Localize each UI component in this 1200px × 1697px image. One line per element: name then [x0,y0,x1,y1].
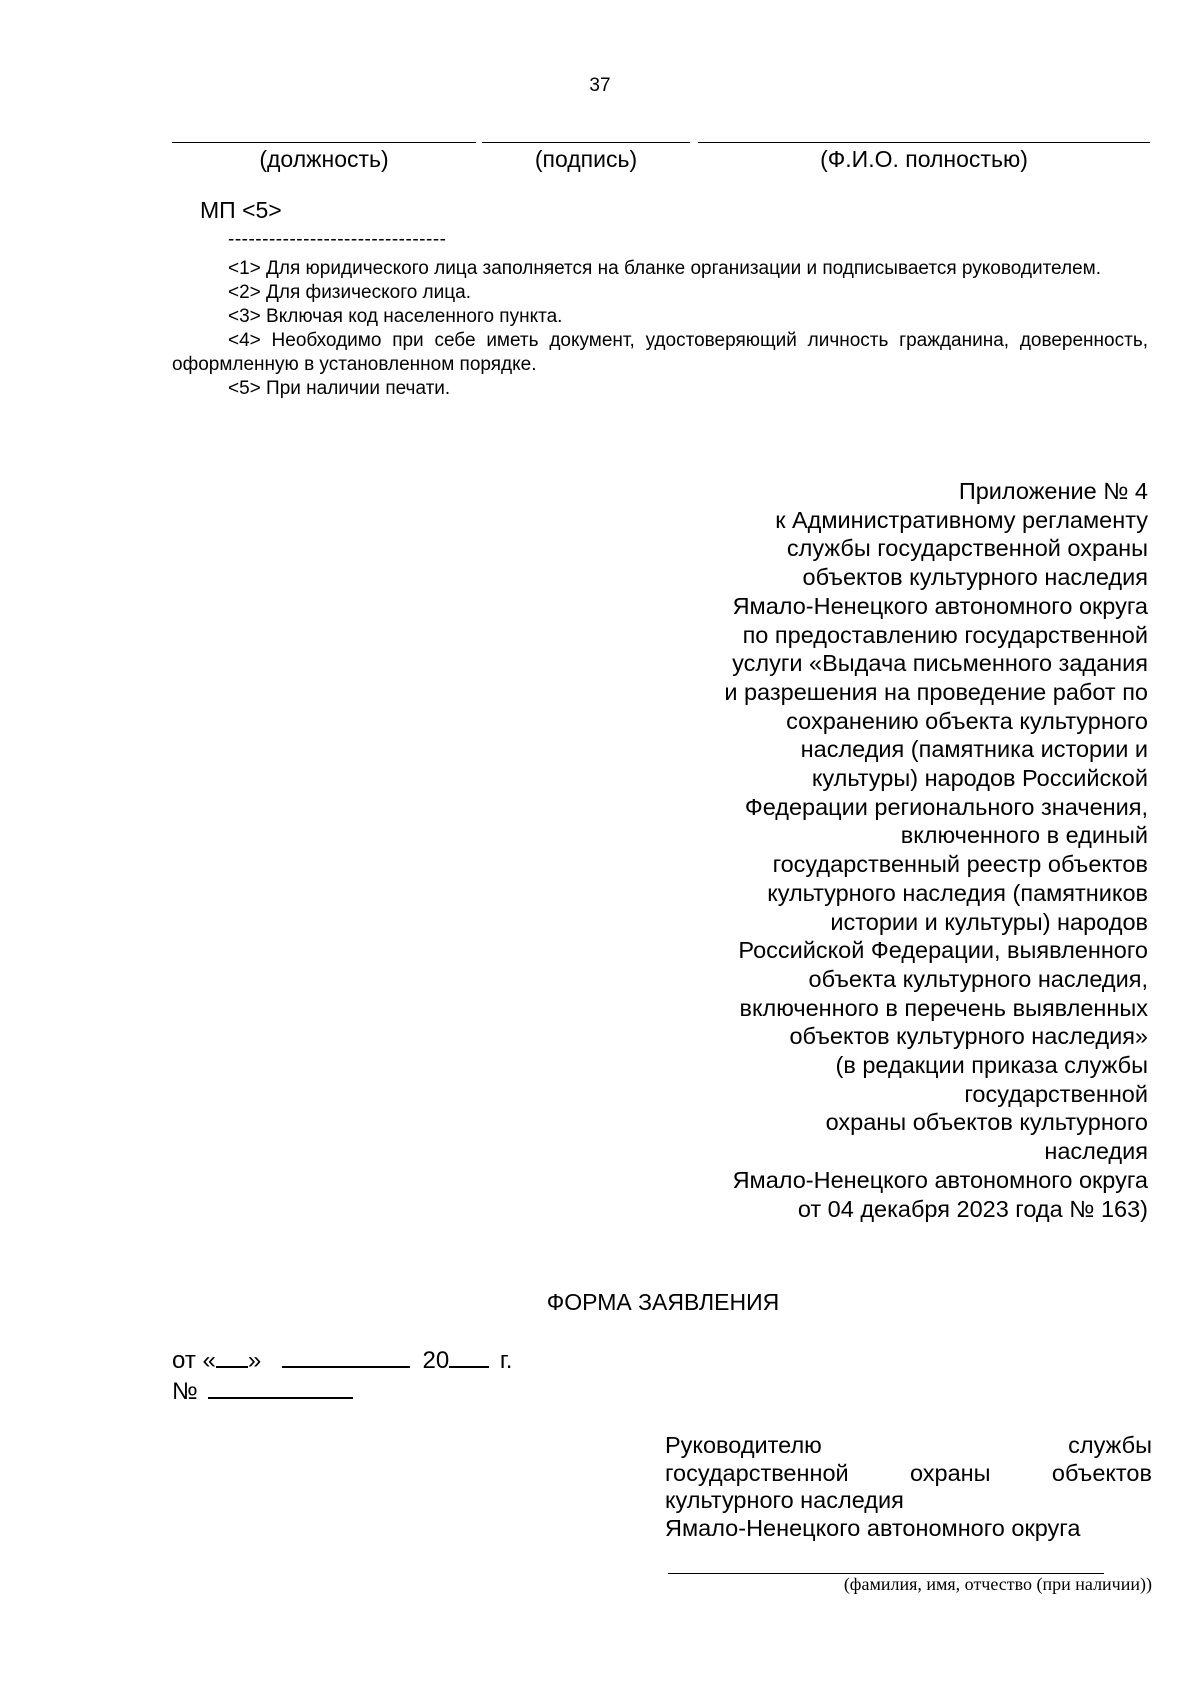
form-title: ФОРМА ЗАЯВЛЕНИЯ [546,1289,780,1315]
addressee-line: государственной охраны объектов [665,1459,1152,1486]
appendix-line: Приложение № 4 [958,478,1148,504]
date-line [172,1346,512,1375]
appendix-line: и разрешения на проведение работ по [724,678,1148,705]
position-label: (должность) [259,146,389,172]
year-blank[interactable] [449,1346,489,1368]
date-close-quote: » [247,1347,262,1374]
appendix-line: от 04 декабря 2023 года № 163) [797,1195,1148,1222]
appendix-line: Российской Федерации, выявленного [738,937,1148,964]
date-year-suffix: г. [499,1347,513,1374]
addressee-block [665,1432,1152,1542]
date-from-label: от « [172,1347,216,1374]
footnote-3: <3> Включая код населенного пункта. [228,306,563,327]
appendix-line: (в редакции приказа службы [835,1052,1148,1079]
appendix-line: включенного в перечень выявленных [739,994,1148,1021]
fullname-line [698,142,1150,143]
appendix-header [588,477,1148,1223]
appendix-line: сохранению объекта культурного [786,707,1148,734]
stamp-label: МП <5> [200,197,282,223]
appendix-line: государственный реестр объектов [772,851,1148,878]
signature-line [482,142,690,143]
footnote-4: <4> Необходимо при себе иметь документ, удостоверяющий личность гражданина, доверенность, оформленную в установленном порядке. [172,330,1148,375]
appendix-line: государственной [964,1080,1148,1107]
appendix-line: объектов культурного наследия» [789,1023,1148,1050]
appendix-line: включенного в единый [900,822,1148,849]
addressee-line: Руководителю службы [665,1432,1152,1458]
fullname-label: (Ф.И.О. полностью) [820,146,1028,172]
footnote-2: <2> Для физического лица. [228,282,471,303]
addressee-line: культурного наследия [665,1487,904,1513]
appendix-line: истории и культуры) народов [830,908,1148,935]
appendix-line: Ямало-Ненецкого автономного округа [732,592,1148,619]
day-blank[interactable] [216,1346,248,1368]
appendix-line: Федерации регионального значения, [744,793,1148,820]
applicant-name-caption: (фамилия, имя, отчество (при наличии)) [843,1574,1152,1594]
appendix-line: объектов культурного наследия [802,564,1148,591]
footnote-5: <5> При наличии печати. [228,378,451,399]
document-number-line [172,1377,353,1406]
addressee-line: Ямало-Ненецкого автономного округа [665,1514,1081,1541]
number-label: № [172,1378,198,1405]
appendix-line: культурного наследия (памятников [767,879,1148,906]
appendix-line: к Административному регламенту [775,506,1148,533]
footnotes [172,257,1148,401]
page-number: 37 [589,75,611,96]
appendix-line: Ямало-Ненецкого автономного округа [732,1166,1148,1193]
signature-label: (подпись) [534,146,638,172]
appendix-line: охраны объектов культурного [825,1109,1148,1136]
appendix-line: культуры) народов Российской [811,765,1148,792]
month-blank[interactable] [282,1346,410,1368]
appendix-line: наследия [1044,1138,1148,1165]
number-blank[interactable] [208,1377,353,1399]
position-line [172,142,476,143]
appendix-line: по предоставлению государственной [742,621,1148,648]
appendix-line: наследия (памятника истории и [800,736,1148,763]
appendix-line: объекта культурного наследия, [808,965,1148,992]
date-century: 20 [422,1347,450,1374]
footnote-1: <1> Для юридического лица заполняется на бланке организации и подписывается руководителем. [228,258,1101,279]
appendix-line: услуги «Выдача письменного задания [732,650,1148,677]
appendix-line: службы государственной охраны [786,535,1148,562]
footnote-separator: -------------------------------- [228,229,447,250]
